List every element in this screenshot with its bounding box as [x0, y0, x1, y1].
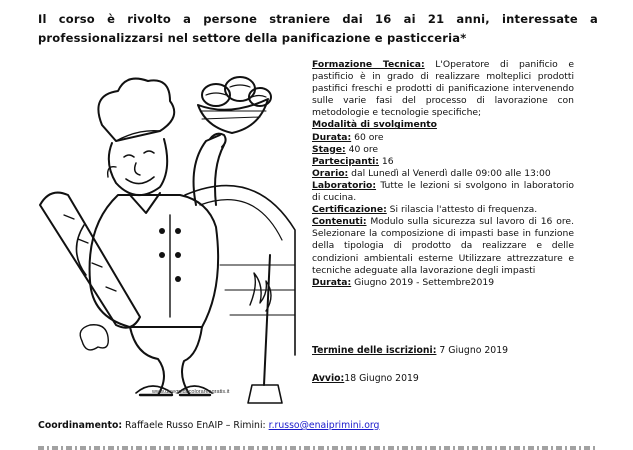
partecipanti-value: 16	[378, 155, 394, 167]
durata-value: 60 ore	[351, 131, 384, 143]
start-label: Avvio:	[312, 373, 345, 384]
durata-period-label: Durata:	[312, 276, 352, 288]
contenuti-value: Modulo sulla sicurezza sul lavoro di 16 ore. Selezionare la composizione di impasti base in funzione della tipologia di prodotto da realizzare e delle condizioni ambientali esterne Utilizzare attrezzature e tecniche adeguate alla lavorazione degli impasti	[312, 216, 574, 276]
coordination	[38, 420, 379, 431]
orario-label: Orario:	[312, 167, 349, 179]
certificazione-value: Si rilascia l'attesto di frequenza.	[386, 204, 538, 216]
baker-illustration	[20, 55, 310, 405]
course-start	[312, 373, 419, 384]
certificazione-label: Certificazione:	[312, 204, 387, 216]
partecipanti-label: Partecipanti:	[312, 155, 379, 167]
deadline-value: 7 Giugno 2019	[436, 345, 509, 356]
stage-label: Stage:	[312, 143, 346, 155]
laboratorio-value: Tutte le lezioni si svolgono in laboratorio di cucina.	[312, 179, 574, 204]
illustration-credit: www.disegnidacolorareagratis.it	[152, 389, 230, 395]
laboratorio-label: Laboratorio:	[312, 179, 377, 191]
deadline-label: Termine delle iscrizioni:	[312, 345, 437, 356]
formazione-text: L'Operatore di panificio e pastificio è in grado di realizzare molteplici prodotti pastifici freschi e prodotti di panificazione intervenendo sulle varie fasi del processo di lavorazione con metodologie e tecnologie specifiche;	[312, 59, 574, 119]
coordinator-email-link[interactable]: r.russo@enaiprimini.org	[268, 420, 380, 431]
formazione-paragraph	[312, 59, 574, 119]
orario-value: dal Lunedì al Venerdì dalle 09:00 alle 13:00	[348, 167, 551, 179]
start-value: 18 Giugno 2019	[344, 373, 419, 384]
formazione-label: Formazione Tecnica:	[312, 59, 425, 70]
coordination-label: Coordinamento:	[38, 420, 123, 431]
course-heading: Il corso è rivolto a persone straniere dai 16 ai 21 anni, interessate a professionalizzarsi nel settore della panificazione e pasticceria*	[38, 12, 598, 45]
contenuti-label: Contenuti:	[312, 216, 367, 228]
course-details	[312, 59, 574, 289]
durata-period-value: Giugno 2019 - Settembre2019	[351, 276, 495, 288]
stage-value: 40 ore	[345, 143, 379, 155]
cut-off-text-line	[38, 443, 598, 450]
registration-deadline	[312, 345, 508, 356]
durata-label: Durata:	[312, 131, 352, 143]
modalita-label: Modalità di svolgimento	[312, 119, 437, 131]
coordination-text: Raffaele Russo EnAIP – Rimini:	[122, 420, 269, 431]
